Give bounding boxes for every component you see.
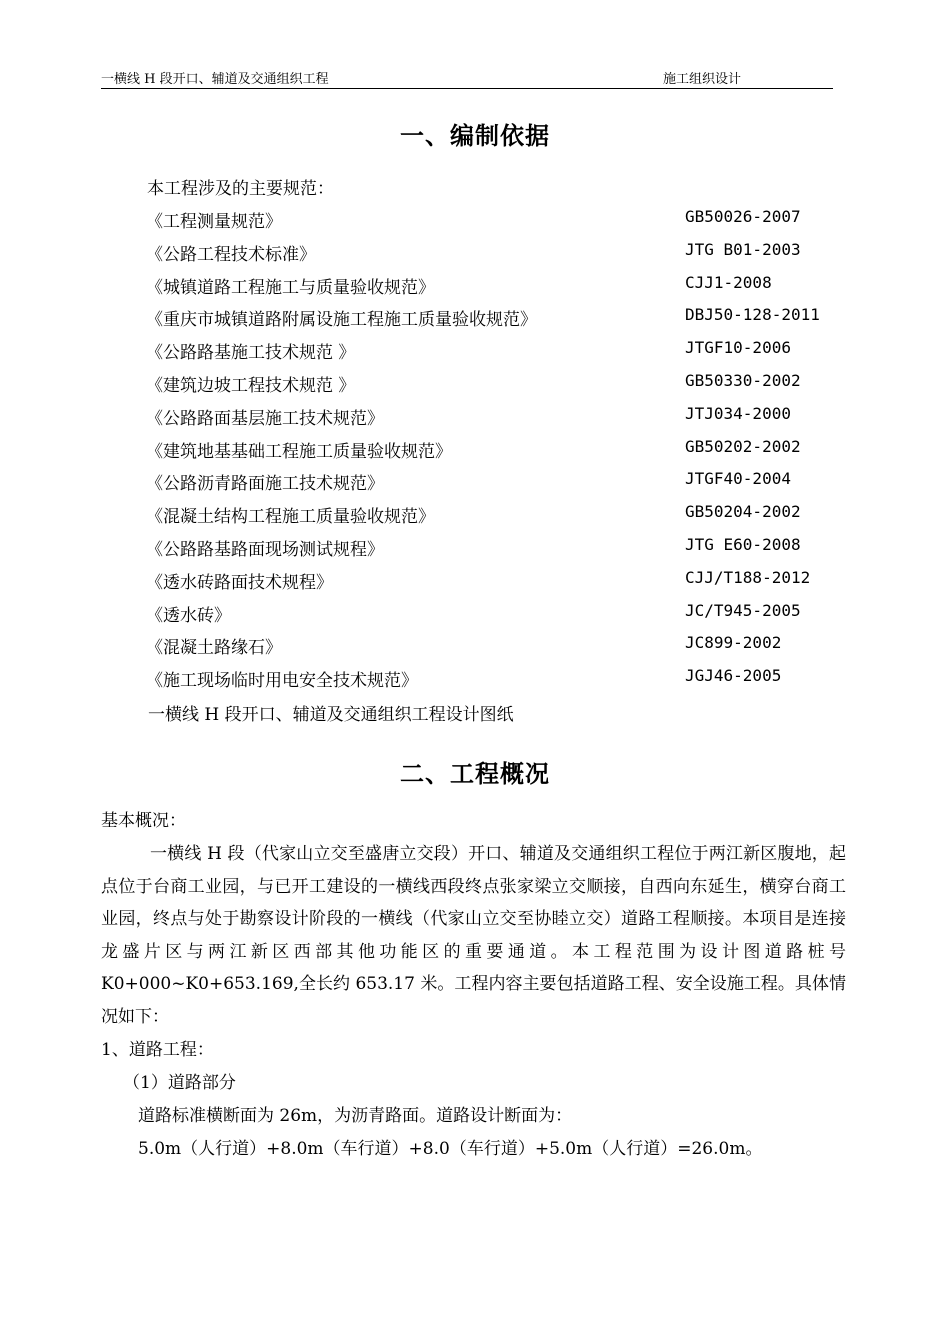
reference-row bbox=[146, 633, 846, 666]
reference-code: GB50202-2002 bbox=[685, 436, 801, 456]
reference-row bbox=[146, 535, 846, 568]
road-cross-section-formula: 5.0m（人行道）+8.0m（车行道）+8.0（车行道）+5.0m（人行道）=26.0m。 bbox=[138, 1138, 763, 1159]
reference-row bbox=[146, 207, 846, 240]
reference-code: JTGF40-2004 bbox=[685, 469, 791, 489]
reference-code: GB50026-2007 bbox=[685, 207, 801, 226]
reference-row bbox=[146, 305, 846, 338]
reference-code: JTGF10-2006 bbox=[685, 338, 791, 358]
page-header bbox=[101, 66, 833, 89]
reference-code: JC/T945-2005 bbox=[685, 600, 801, 620]
reference-name: 《建筑地基基础工程施工质量验收规范》 bbox=[146, 441, 452, 462]
reference-name: 《混凝土结构工程施工质量验收规范》 bbox=[146, 507, 435, 528]
overview-paragraph: 一横线 H 段（代家山立交至盛唐立交段）开口、辅道及交通组织工程位于两江新区腹地，起点位于台商工业园，与已开工建设的一横线西段终点张家梁立交顺接，自西向东延生，横穿台商工业园，终点与处于勘察设计阶段的一横线（代家山立交至协睦立交）道路工程顺接。本项目是连接龙盛片区与两江新区西部其他功能区的重要通道。本工程范围为设计图道路桩号 K0+000~K0+653.169,全长约 653.17 米。工程内容主要包括道路工程、安全设施工程。具体情况如下： bbox=[101, 844, 846, 1027]
reference-row bbox=[146, 568, 846, 601]
reference-name: 《公路沥青路面施工技术规范》 bbox=[146, 474, 384, 495]
reference-name: 《透水砖路面技术规程》 bbox=[146, 572, 333, 593]
reference-row bbox=[146, 437, 846, 470]
reference-code: JTG B01-2003 bbox=[685, 239, 801, 259]
reference-name: 《工程测量规范》 bbox=[146, 212, 282, 232]
reference-name: 《施工现场临时用电安全技术规范》 bbox=[146, 671, 418, 692]
reference-row bbox=[146, 371, 846, 404]
reference-code: CJJ/T188-2012 bbox=[685, 567, 811, 587]
design-drawings-line: 一横线 H 段开口、辅道及交通组织工程设计图纸 bbox=[148, 705, 514, 725]
references-intro: 本工程涉及的主要规范： bbox=[147, 179, 334, 199]
reference-list bbox=[146, 207, 846, 699]
reference-row bbox=[146, 469, 846, 502]
section2-title: 二、工程概况 bbox=[400, 760, 550, 788]
item-road-section: （1）道路部分 bbox=[123, 1072, 236, 1093]
reference-code: GB50204-2002 bbox=[685, 502, 801, 522]
reference-name: 《公路工程技术标准》 bbox=[146, 244, 316, 265]
reference-name: 《混凝土路缘石》 bbox=[146, 638, 282, 659]
reference-code: JGJ46-2005 bbox=[685, 666, 782, 686]
reference-row bbox=[146, 601, 846, 634]
reference-name: 《建筑边坡工程技术规范 》 bbox=[146, 375, 356, 396]
road-cross-section-line: 道路标准横断面为 26m，为沥青路面。道路设计断面为： bbox=[138, 1105, 573, 1126]
reference-row bbox=[146, 404, 846, 437]
reference-name: 《公路路基路面现场测试规程》 bbox=[146, 539, 384, 560]
header-project-name: 一横线 H 段开口、辅道及交通组织工程 bbox=[101, 72, 329, 87]
reference-code: DBJ50-128-2011 bbox=[685, 305, 820, 325]
reference-row bbox=[146, 338, 846, 371]
reference-row bbox=[146, 240, 846, 273]
reference-code: GB50330-2002 bbox=[685, 370, 801, 390]
section1-title: 一、编制依据 bbox=[400, 122, 550, 150]
reference-row bbox=[146, 273, 846, 306]
reference-name: 《重庆市城镇道路附属设施工程施工质量验收规范》 bbox=[146, 310, 537, 331]
project-overview bbox=[101, 805, 846, 1166]
reference-code: CJJ1-2008 bbox=[685, 272, 772, 292]
reference-name: 《公路路基施工技术规范 》 bbox=[146, 343, 356, 364]
reference-name: 《公路路面基层施工技术规范》 bbox=[146, 408, 384, 429]
reference-row bbox=[146, 666, 846, 699]
reference-code: JTG E60-2008 bbox=[685, 534, 801, 554]
item-road-works: 1、道路工程： bbox=[101, 1039, 214, 1060]
reference-name: 《透水砖》 bbox=[146, 605, 231, 626]
reference-code: JTJ034-2000 bbox=[685, 403, 791, 423]
reference-name: 《城镇道路工程施工与质量验收规范》 bbox=[146, 277, 435, 298]
basic-overview-label: 基本概况： bbox=[101, 811, 186, 831]
header-document-type: 施工组织设计 bbox=[663, 72, 742, 87]
reference-code: JC899-2002 bbox=[685, 633, 782, 653]
reference-row bbox=[146, 502, 846, 535]
